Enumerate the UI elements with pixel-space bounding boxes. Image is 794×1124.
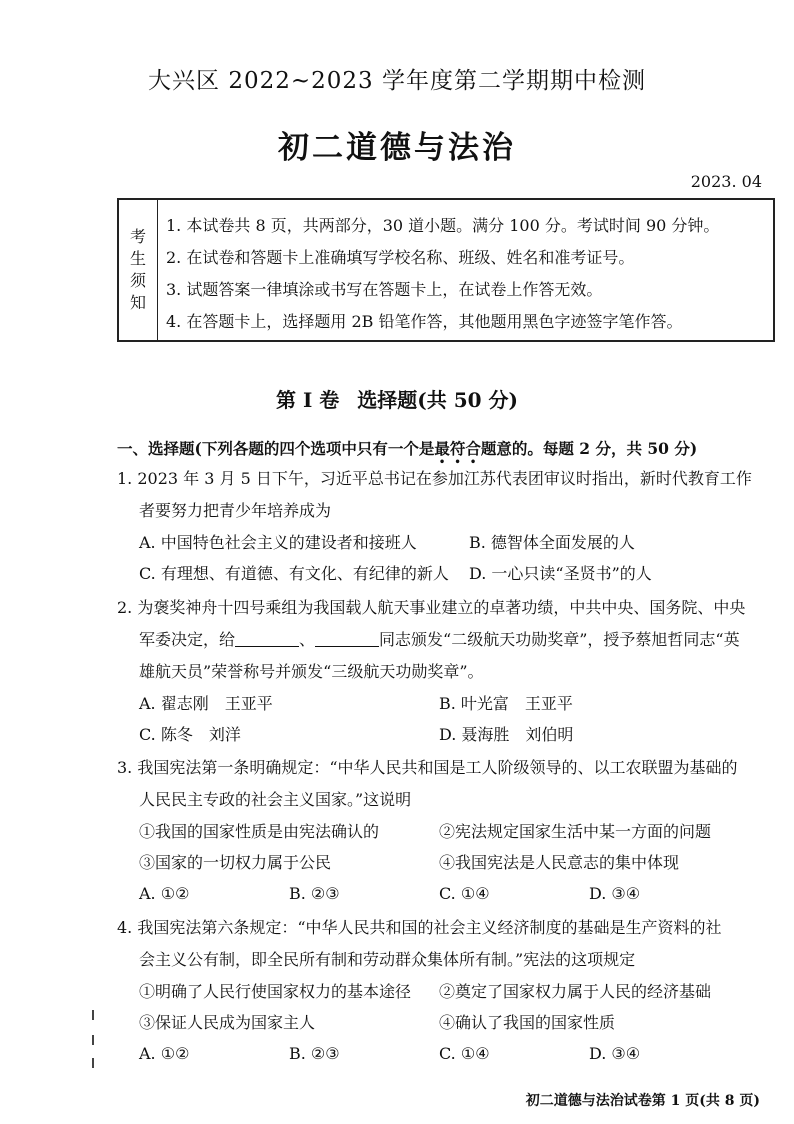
statement-4: ④我国宪法是人民意志的集中体现 <box>439 853 680 872</box>
notice-item: 2. 在试卷和答题卡上准确填写学校名称、班级、姓名和准考证号。 <box>166 248 635 267</box>
notice-label-char: 生 <box>129 249 146 268</box>
question-stem: 雄航天员”荣誉称号并颁发“三级航天功勋奖章”。 <box>139 662 484 681</box>
notice-item: 3. 试题答案一律填涂或书写在答题卡上，在试卷上作答无效。 <box>166 280 603 299</box>
page-footer: 初二道德与法治试卷第 1 页(共 8 页) <box>525 1093 760 1109</box>
question-stem: 2. 为褒奖神舟十四号乘组为我国载人航天事业建立的卓著功绩，中共中央、国务院、中央 <box>117 598 746 617</box>
subject-title: 初二道德与法治 <box>278 130 516 166</box>
notice-label-char: 须 <box>129 271 146 290</box>
notice-item: 4. 在答题卡上，选择题用 2B 铅笔作答，其他题用黑色字迹签字笔作答。 <box>166 312 683 331</box>
option-row <box>117 878 777 909</box>
option-row <box>117 1038 777 1069</box>
question-1 <box>117 463 777 589</box>
statement-1: ①明确了人民行使国家权力的基本途径 <box>139 982 412 1001</box>
notice-item: 1. 本试卷共 8 页，共两部分，30 道小题。满分 100 分。考试时间 90 分钟。 <box>166 216 720 235</box>
candidate-notice-box <box>117 198 775 342</box>
option-d[interactable]: D. ③④ <box>589 884 641 903</box>
option-d[interactable]: D. 一心只读“圣贤书”的人 <box>469 564 652 583</box>
exam-date: 2023. 04 <box>690 172 762 191</box>
binding-margin-mark <box>92 1010 94 1020</box>
option-c[interactable]: C. ①④ <box>439 884 490 903</box>
notice-items <box>158 200 773 340</box>
statement-row <box>117 976 777 1007</box>
statement-1: ①我国的国家性质是由宪法确认的 <box>139 822 380 841</box>
option-a[interactable]: A. 翟志刚 王亚平 <box>139 694 273 713</box>
question-4 <box>117 912 777 1069</box>
stem-text: 、 <box>299 630 316 649</box>
statement-row <box>117 1007 777 1038</box>
option-c[interactable]: C. ①④ <box>439 1044 490 1063</box>
question-stem: 会主义公有制，即全民所有制和劳动群众集体所有制。”宪法的这项规定 <box>139 950 636 969</box>
option-row <box>117 558 777 589</box>
question-stem: 4. 我国宪法第六条规定：“中华人民共和国的社会主义经济制度的基础是生产资料的社 <box>117 918 722 937</box>
question-stem <box>117 624 777 656</box>
emphasis-char: 合 <box>465 439 481 458</box>
option-d[interactable]: D. 聂海胜 刘伯明 <box>439 725 574 744</box>
option-row <box>117 719 777 750</box>
question-3 <box>117 752 777 909</box>
question-stem: 人民民主专政的社会主义国家。”这说明 <box>139 790 412 809</box>
emphasis-char: 最 <box>434 439 450 458</box>
option-row <box>117 527 777 558</box>
stem-text: 同志颁发“二级航天功勋奖章”，授予蔡旭哲同志“英 <box>379 630 740 649</box>
option-b[interactable]: B. ②③ <box>289 884 340 903</box>
emphasis-char: 符 <box>449 439 466 458</box>
part-heading <box>117 437 697 459</box>
section-volume: 第 I 卷 <box>276 388 340 412</box>
option-b[interactable]: B. ②③ <box>289 1044 340 1063</box>
binding-margin-mark <box>92 1058 94 1068</box>
option-c[interactable]: C. 有理想、有道德、有文化、有纪律的新人 <box>139 564 449 583</box>
part-heading-text: 题意的。每题 2 分，共 50 分) <box>480 439 698 458</box>
question-stem: 者要努力把青少年培养成为 <box>139 501 332 520</box>
notice-label-char: 考 <box>129 227 146 246</box>
option-a[interactable]: A. 中国特色社会主义的建设者和接班人 <box>139 533 417 552</box>
option-b[interactable]: B. 叶光富 王亚平 <box>439 694 573 713</box>
part-heading-emphasis <box>434 439 481 458</box>
option-row <box>117 688 777 719</box>
exam-title: 大兴区 2022~2023 学年度第二学期期中检测 <box>148 68 646 94</box>
question-stem: 1. 2023 年 3 月 5 日下午，习近平总书记在参加江苏代表团审议时指出，新时代教育工作 <box>117 469 752 488</box>
notice-label-char: 知 <box>129 293 146 312</box>
stem-text: 军委决定，给 <box>139 630 236 649</box>
question-stem: 3. 我国宪法第一条明确规定：“中华人民共和国是工人阶级领导的、以工农联盟为基础的 <box>117 758 738 777</box>
statement-3: ③国家的一切权力属于公民 <box>139 853 332 872</box>
part-heading-text: 一、选择题(下列各题的四个选项中只有一个是 <box>117 439 435 458</box>
binding-margin-mark <box>92 1035 94 1045</box>
statement-row <box>117 816 777 847</box>
statement-3: ③保证人民成为国家主人 <box>139 1013 316 1032</box>
option-d[interactable]: D. ③④ <box>589 1044 641 1063</box>
option-a[interactable]: A. ①② <box>139 884 190 903</box>
question-2 <box>117 592 777 750</box>
statement-2: ②宪法规定国家生活中某一方面的问题 <box>439 822 712 841</box>
section-title <box>0 384 794 413</box>
statement-row <box>117 847 777 878</box>
statement-2: ②奠定了国家权力属于人民的经济基础 <box>439 982 712 1001</box>
section-heading: 选择题(共 50 分) <box>357 388 518 412</box>
notice-label <box>119 200 158 340</box>
answer-blank <box>235 628 299 647</box>
answer-blank <box>315 628 379 647</box>
option-b[interactable]: B. 德智体全面发展的人 <box>469 533 635 552</box>
option-a[interactable]: A. ①② <box>139 1044 190 1063</box>
option-c[interactable]: C. 陈冬 刘洋 <box>139 725 241 744</box>
statement-4: ④确认了我国的国家性质 <box>439 1013 616 1032</box>
